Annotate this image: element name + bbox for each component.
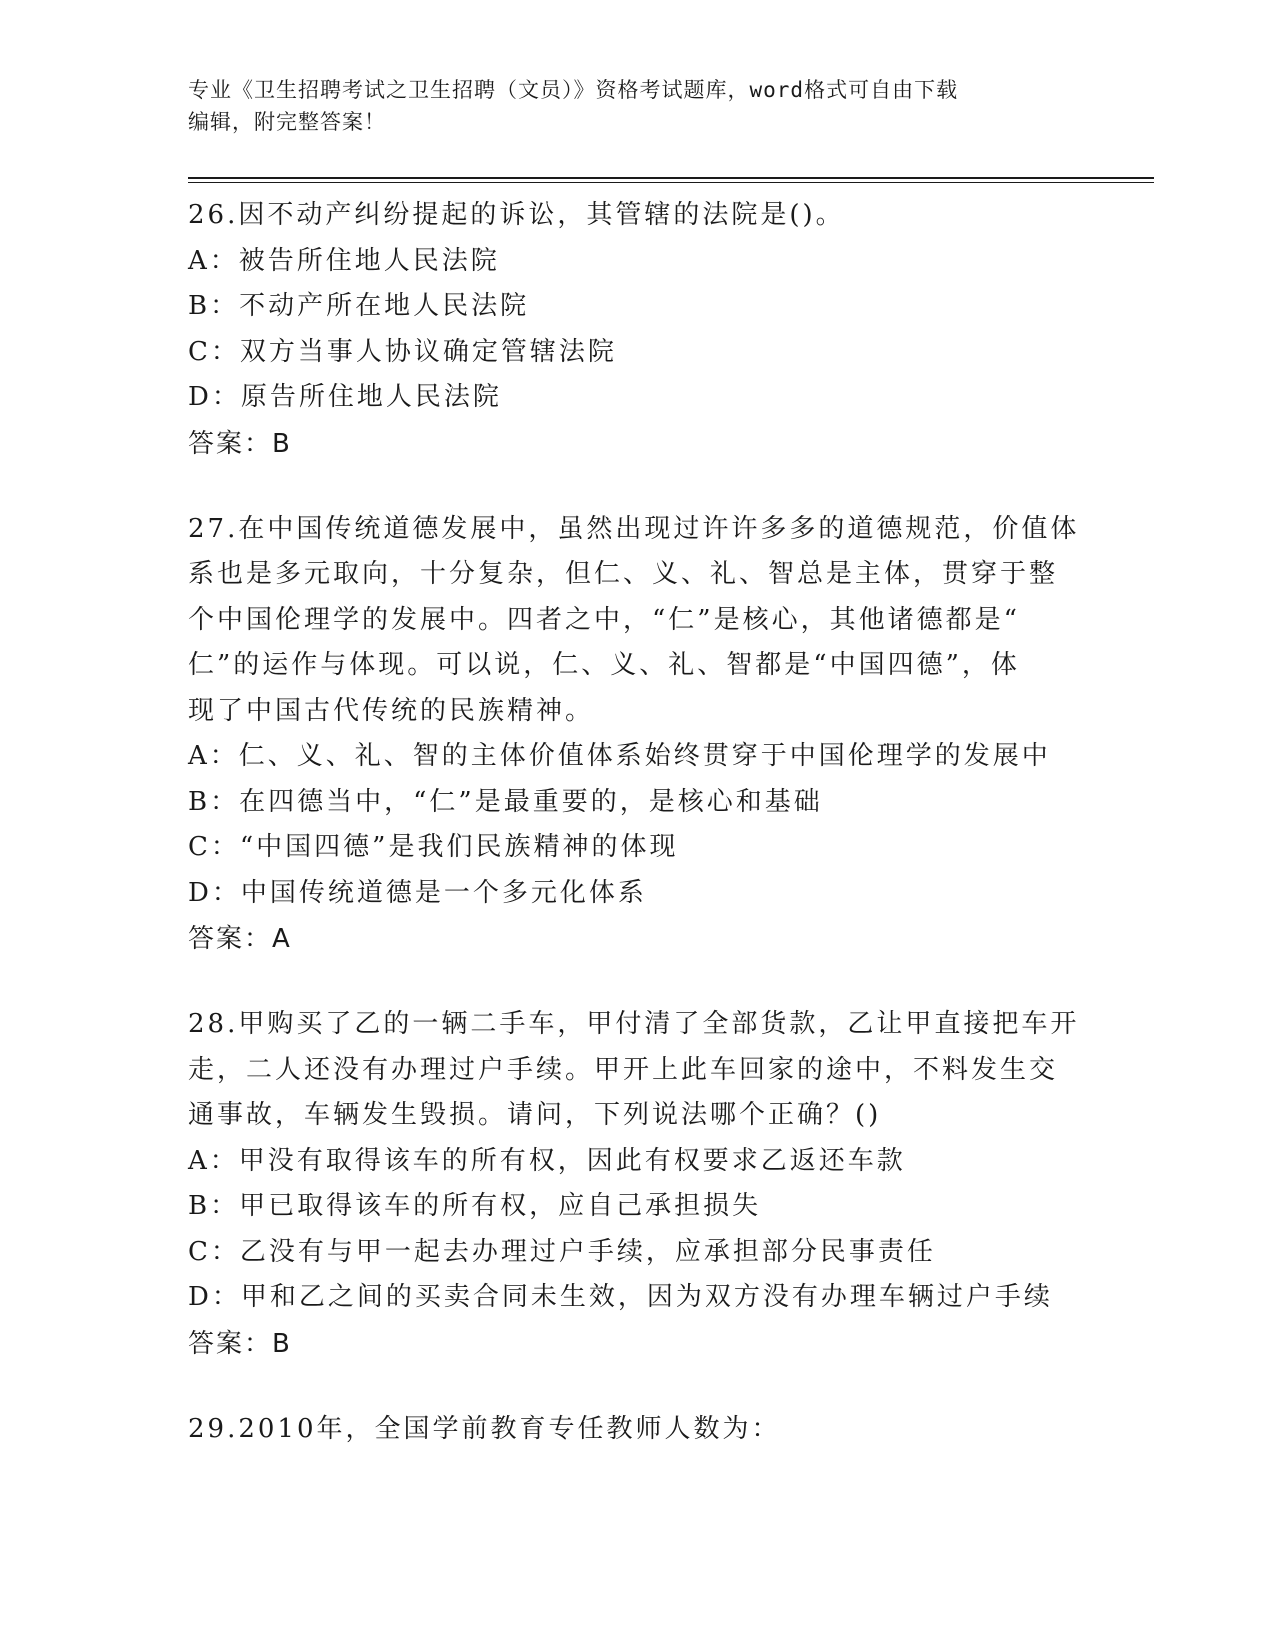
option-a: A：被告所住地人民法院 <box>188 245 500 276</box>
option-d: D：甲和乙之间的买卖合同未生效，因为双方没有办理车辆过户手续 <box>188 1282 1053 1312</box>
question-stem-line: 仁”的运作与体现。可以说，仁、义、礼、智都是“中国四德”，体 <box>188 650 1020 680</box>
question-stem-line: 个中国伦理学的发展中。四者之中，“仁”是核心，其他诸德都是“ <box>188 604 1020 635</box>
answer-line: 答案：B <box>188 1328 292 1359</box>
question-item <box>188 1407 1088 1453</box>
option-c: C：乙没有与甲一起去办理过户手续，应承担部分民事责任 <box>188 1236 936 1267</box>
question-stem <box>188 507 1088 735</box>
option-b: B：甲已取得该车的所有权，应自己承担损失 <box>188 1191 762 1221</box>
question-item <box>188 1002 1088 1367</box>
header-divider-thick <box>188 177 1154 179</box>
answer-line: 答案：B <box>188 428 292 459</box>
question-stem-line: 走，二人还没有办理过户手续。甲开上此车回家的途中，不料发生交 <box>188 1054 1059 1085</box>
question-item <box>188 507 1088 963</box>
header-line-2: 编辑，附完整答案！ <box>188 110 386 134</box>
option-d: D：中国传统道德是一个多元化体系 <box>188 877 647 908</box>
question-item <box>188 193 1088 467</box>
question-stem <box>188 193 1088 239</box>
option-b: B：不动产所在地人民法院 <box>188 291 530 321</box>
question-stem-line: 系也是多元取向，十分复杂，但仁、义、礼、智总是主体，贯穿于整 <box>188 559 1059 589</box>
answer-line: 答案：A <box>188 924 292 954</box>
document-header <box>188 74 1088 138</box>
question-stem-line: 26.因不动产纠纷提起的诉讼，其管辖的法院是()。 <box>188 200 845 230</box>
question-stem-line: 29.2010年，全国学前教育专任教师人数为： <box>188 1413 781 1444</box>
question-list <box>188 193 1088 1452</box>
question-stem-line: 28.甲购买了乙的一辆二手车，甲付清了全部货款，乙让甲直接把车开 <box>188 1009 1080 1039</box>
option-a: A：甲没有取得该车的所有权，因此有权要求乙返还车款 <box>188 1145 906 1176</box>
option-d: D：原告所住地人民法院 <box>188 382 502 412</box>
option-b: B：在四德当中，“仁”是最重要的，是核心和基础 <box>188 786 823 817</box>
question-stem <box>188 1407 1088 1453</box>
question-stem-line: 现了中国古代传统的民族精神。 <box>188 695 595 726</box>
question-stem-line: 27.在中国传统道德发展中，虽然出现过许许多多的道德规范，价值体 <box>188 513 1080 544</box>
header-divider-thin <box>188 182 1154 183</box>
option-c: C：“中国四德”是我们民族精神的体现 <box>188 832 679 862</box>
option-c: C：双方当事人协议确定管辖法院 <box>188 336 617 367</box>
option-a: A：仁、义、礼、智的主体价值体系始终贯穿于中国伦理学的发展中 <box>188 741 1051 771</box>
header-line-1: 专业《卫生招聘考试之卫生招聘（文员）》资格考试题库，word格式可自由下载 <box>188 78 959 102</box>
question-stem-line: 通事故，车辆发生毁损。请问，下列说法哪个正确？() <box>188 1100 882 1130</box>
question-stem <box>188 1002 1088 1139</box>
